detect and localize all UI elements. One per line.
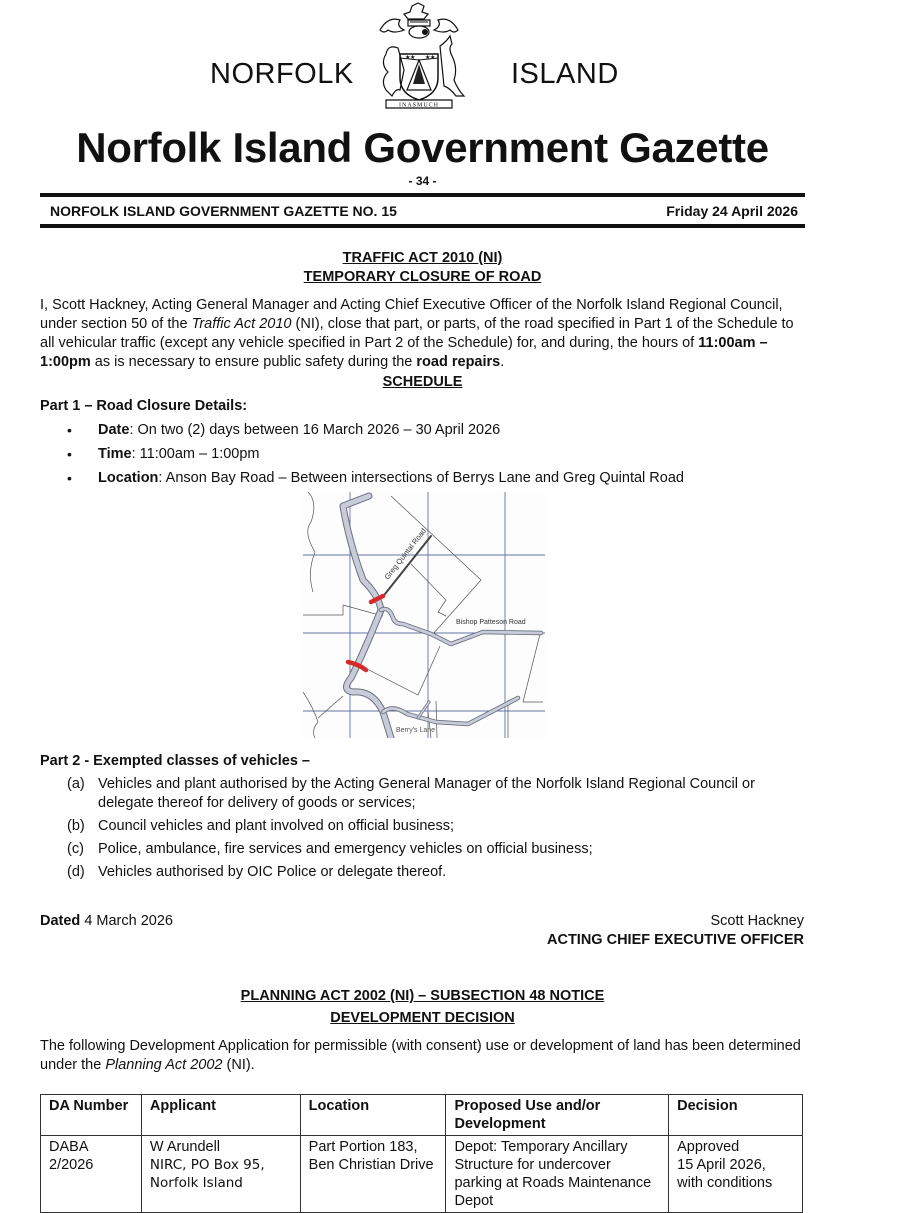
header-rule-top [40,193,805,197]
item-marker: (c) [67,841,84,857]
item-marker: (b) [67,818,85,834]
issue-date: Friday 24 April 2026 [666,203,798,219]
exemption-item [40,775,810,813]
exempted-vehicles-list [40,775,810,886]
item-text: Council vehicles and plant involved on official business; [98,818,455,834]
traffic-intro-paragraph [40,296,810,372]
cell-proposed-use: Depot: Temporary Ancillary Structure for undercover parking at Roads Maintenance Depot [446,1136,669,1213]
masthead-norfolk: NORFOLK [210,58,354,90]
cell-location: Part Portion 183, Ben Christian Drive [300,1136,446,1213]
item-label: Date [98,422,130,438]
table-header-row [41,1095,803,1136]
item-value: : On two (2) days between 16 March 2026 – 30 April 2026 [129,422,501,438]
item-marker: (a) [67,776,85,792]
gazette-title: Norfolk Island Government Gazette [76,124,769,171]
signatory-title: ACTING CHIEF EXECUTIVE OFFICER [547,932,804,948]
item-text: Police, ambulance, fire services and emergency vehicles on official business; [98,841,593,857]
closure-time-item [40,445,810,469]
svg-text:★: ★ [430,55,436,61]
header-rule-bottom [40,224,805,228]
col-proposed-use: Proposed Use and/or Development [446,1095,669,1136]
schedule-heading: SCHEDULE [382,374,463,390]
page-number: - 34 - [408,174,437,188]
map-label-greg-quintal: Greg Quintal Road [382,526,429,582]
col-applicant: Applicant [141,1095,300,1136]
cell-da-number: DABA 2/2026 [41,1136,142,1213]
intro-text: The following Development Application for permissible (with consent) use or development of land has been determined under the [40,1038,801,1073]
exemption-item [40,840,810,859]
intro-text: . [500,354,505,370]
svg-text:★: ★ [405,55,411,61]
signatory-name: Scott Hackney [710,913,804,929]
issue-number: NORFOLK ISLAND GOVERNMENT GAZETTE NO. 15 [50,203,397,219]
decision-detail: 15 April 2026, with conditions [677,1157,773,1191]
dated-value: 4 March 2026 [80,913,173,929]
closure-date-item [40,421,810,445]
road-closure-map [303,492,545,738]
closure-hours: 11:00am – 1:00pm [40,335,768,370]
item-value: : 11:00am – 1:00pm [131,446,260,462]
closure-details-list [40,421,810,493]
planning-intro-paragraph [40,1037,810,1075]
closure-location-item [40,469,810,493]
planning-act-heading: PLANNING ACT 2002 (NI) – SUBSECTION 48 NOTICE [240,988,605,1004]
act-name: Planning Act 2002 [105,1057,223,1073]
item-marker: (d) [67,864,85,880]
decision-status: Approved [677,1139,740,1155]
map-label-bishop-patteson: Bishop Patteson Road [456,619,526,626]
closure-reason: road repairs [416,354,501,370]
item-text: Vehicles and plant authorised by the Acting General Manager of the Norfolk Island Regional Council or delegate thereof for delivery of goods or services; [98,776,755,811]
svg-text:★: ★ [410,55,416,61]
intro-text: I, Scott Hackney, Acting General Manager and Acting Chief Executive Officer of the Norfolk Island Regional Council, under section 50 of the [40,297,783,332]
item-label: Time [98,446,132,462]
development-decision-heading: DEVELOPMENT DECISION [330,1010,515,1026]
exemption-item [40,863,810,882]
masthead-island: ISLAND [511,58,619,90]
dated-label: Dated [40,913,81,929]
col-da-number: DA Number [41,1095,142,1136]
cell-applicant [141,1136,300,1213]
exemption-item [40,817,810,836]
part2-heading: Part 2 - Exempted classes of vehicles – [40,753,310,769]
coat-of-arms-icon [370,2,468,112]
issue-bar [50,203,798,219]
cell-decision [669,1136,803,1213]
item-value: : Anson Bay Road – Between intersections of Berrys Lane and Greg Quintal Road [158,470,684,486]
item-label: Location [98,470,159,486]
development-decision-table [40,1094,803,1213]
intro-text: as is necessary to ensure public safety during the [90,354,417,370]
part1-heading: Part 1 – Road Closure Details: [40,398,248,414]
intro-text: (NI), close that part, or parts, of the road specified in Part 1 of the Schedule to all vehicular traffic (except any vehicle specified in Part 2 of the Schedule) for, and during, the hours of [40,316,794,351]
col-location: Location [300,1095,446,1136]
act-name: Traffic Act 2010 [191,316,292,332]
table-row [41,1136,803,1213]
applicant-name: W Arundell [149,1139,221,1155]
svg-text:★: ★ [425,55,431,61]
crest-motto: INASMUCH [398,102,440,109]
item-text: Vehicles authorised by OIC Police or delegate thereof. [98,864,447,880]
col-decision: Decision [669,1095,803,1136]
road-closure-heading: TEMPORARY CLOSURE OF ROAD [303,269,542,285]
map-label-berrys-lane: Berry's Lane [396,727,436,734]
traffic-act-heading: TRAFFIC ACT 2010 (NI) [342,250,503,266]
intro-text: (NI). [222,1057,255,1073]
applicant-address: NIRC, PO Box 95, Norfolk Island [149,1157,265,1191]
